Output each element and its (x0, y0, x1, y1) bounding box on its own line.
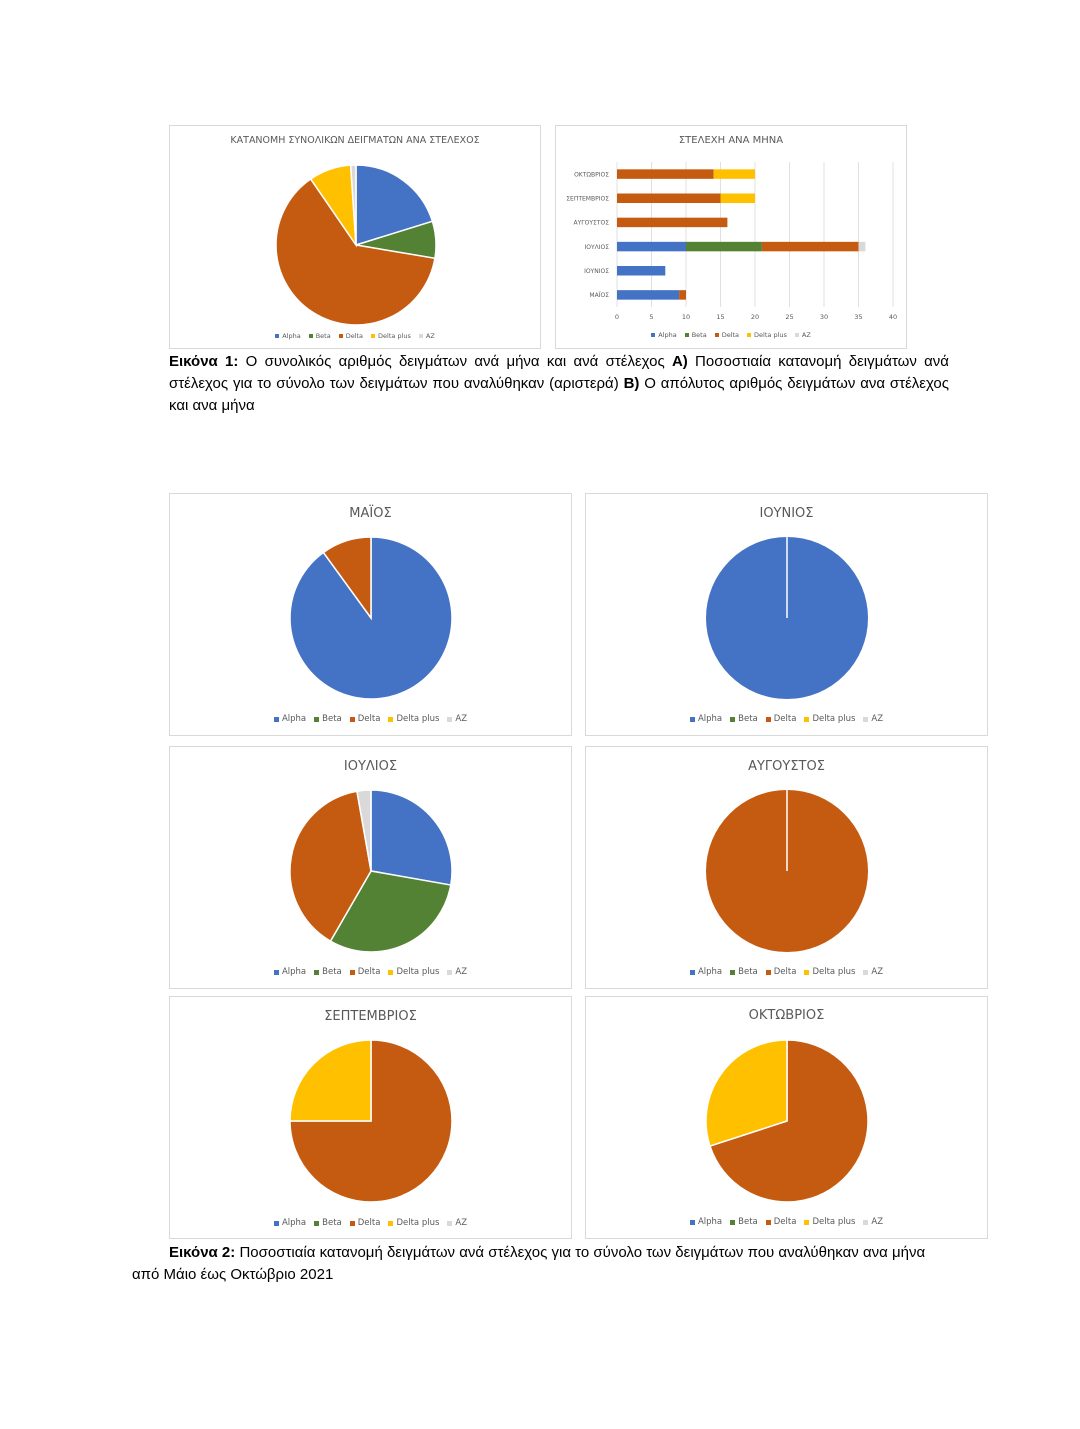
legend-swatch (274, 970, 279, 975)
legend-item-delta (766, 1217, 797, 1227)
chart-title: ΙΟΥΛΙΟΣ (343, 759, 398, 774)
legend-label: Delta plus (812, 967, 856, 977)
legend-item-alpha (274, 714, 306, 724)
pie-slice-delta-plus (290, 1040, 371, 1121)
legend-label: AZ (801, 331, 811, 339)
legend (170, 1218, 571, 1228)
legend-item-beta (730, 967, 758, 977)
chart-total (169, 125, 541, 349)
pie-july (170, 747, 573, 990)
legend-label: AZ (455, 1218, 468, 1228)
legend-item-delta-plus (388, 967, 439, 977)
caption-text: Ποσοστιαία κατανομή δειγμάτων ανά στέλεχος για το σύνολο των δειγμάτων που αναλύθηκαν (αριστερά) (169, 353, 949, 392)
bar-segment-delta (617, 218, 727, 228)
legend-item-delta-plus (388, 714, 439, 724)
legend-label: Alpha (697, 967, 723, 977)
legend-swatch (863, 970, 868, 975)
legend-item-delta (350, 1218, 381, 1228)
figure-1-caption (169, 351, 949, 417)
legend-item-az (863, 714, 883, 724)
caption-label: Εικόνα 2: (169, 1244, 236, 1261)
legend-label: Alpha (281, 714, 307, 724)
legend-swatch (690, 717, 695, 722)
legend-label: Delta (773, 1217, 797, 1227)
legend-label: Delta (357, 1218, 381, 1228)
legend-label: Beta (738, 967, 758, 977)
legend-label: Beta (691, 331, 707, 339)
bar-segment-az (859, 242, 866, 252)
chart-title: ΚΑΤΑΝΟΜΗ ΣΥΝΟΛΙΚΩΝ ΔΕΙΓΜΑΤΩΝ ΑΝΑ ΣΤΕΛΕΧΟΣ (230, 135, 480, 146)
bar-segment-alpha (617, 266, 665, 276)
legend-label: AZ (425, 332, 435, 340)
legend-swatch (863, 717, 868, 722)
legend-item-delta (766, 714, 797, 724)
pie-october (586, 997, 989, 1240)
legend-label: AZ (455, 714, 468, 724)
legend-item-az (863, 1217, 883, 1227)
legend-item-delta-plus (747, 331, 787, 339)
legend-swatch (690, 970, 695, 975)
pie-total (170, 126, 542, 350)
caption-label: Εικόνα 1: (169, 353, 239, 370)
bar-segment-delta (617, 169, 714, 179)
legend-item-delta-plus (371, 332, 411, 340)
x-tick-label: 0 (614, 313, 620, 321)
legend-label: Delta (357, 714, 381, 724)
chart-july (169, 746, 572, 989)
caption-marker-b: Β) (623, 375, 640, 392)
legend-swatch (339, 334, 343, 338)
legend-item-beta (730, 714, 758, 724)
y-category-label: ΙΟΥΛΙΟΣ (584, 243, 609, 251)
legend-item-alpha (275, 332, 300, 340)
legend-label: Beta (322, 967, 342, 977)
legend (170, 714, 571, 724)
legend-swatch (314, 717, 319, 722)
legend-label: Delta (721, 331, 740, 339)
legend-swatch (371, 334, 375, 338)
pie-september (170, 997, 573, 1240)
legend-swatch (747, 333, 751, 337)
legend-label: Delta (357, 967, 381, 977)
legend-swatch (766, 717, 771, 722)
legend-item-az (795, 331, 811, 339)
x-tick-label: 15 (716, 313, 725, 321)
legend-item-delta-plus (804, 967, 855, 977)
pie-slice-alpha (371, 790, 452, 885)
legend-item-az (447, 967, 467, 977)
legend-swatch (804, 970, 809, 975)
legend-swatch (715, 333, 719, 337)
y-category-label: ΟΚΤΩΒΡΙΟΣ (574, 171, 609, 179)
legend-swatch (350, 717, 355, 722)
legend-swatch (350, 970, 355, 975)
legend-swatch (388, 717, 393, 722)
legend-label: Delta plus (396, 967, 440, 977)
legend-label: AZ (455, 967, 468, 977)
bar-segment-alpha (617, 290, 679, 300)
x-tick-label: 5 (649, 313, 654, 321)
legend-swatch (388, 970, 393, 975)
bar-segment-delta (762, 242, 859, 252)
legend-swatch (795, 333, 799, 337)
legend-label: Beta (315, 332, 331, 340)
legend-swatch (314, 1221, 319, 1226)
legend-label: Delta plus (812, 1217, 856, 1227)
legend-item-delta-plus (804, 1217, 855, 1227)
legend-label: Delta plus (754, 331, 787, 339)
chart-title: ΣΕΠΤΕΜΒΡΙΟΣ (324, 1009, 417, 1024)
legend-label: Delta (773, 967, 797, 977)
legend-item-beta (314, 1218, 342, 1228)
legend-swatch (314, 970, 319, 975)
legend-swatch (274, 717, 279, 722)
x-tick-label: 20 (750, 313, 760, 321)
caption-text: Ποσοστιαία κατανομή δειγμάτων ανά στέλεχος για το σύνολο των δειγμάτων που αναλύθηκαν ανα μήνα από Μάιο έως Οκτώβριο 2021 (132, 1244, 926, 1283)
bar-segment-delta-plus (714, 169, 755, 179)
legend-item-delta (350, 967, 381, 977)
x-tick-label: 35 (854, 313, 863, 321)
legend-item-az (863, 967, 883, 977)
chart-title: ΟΚΤΩΒΡΙΟΣ (748, 1008, 825, 1023)
legend-label: Alpha (697, 714, 723, 724)
legend-swatch (730, 1220, 735, 1225)
legend (170, 967, 571, 977)
x-tick-label: 40 (888, 313, 898, 321)
legend-item-delta-plus (804, 714, 855, 724)
legend-label: Alpha (658, 331, 677, 339)
legend-label: Alpha (281, 967, 307, 977)
legend-item-beta (730, 1217, 758, 1227)
legend (556, 331, 906, 339)
chart-october (585, 996, 988, 1239)
legend-label: Beta (738, 1217, 758, 1227)
legend-item-alpha (690, 967, 722, 977)
legend-item-delta (766, 967, 797, 977)
legend-item-alpha (274, 967, 306, 977)
legend-item-alpha (690, 714, 722, 724)
legend-label: Delta plus (378, 332, 411, 340)
legend-swatch (730, 970, 735, 975)
bar-segment-beta (686, 242, 762, 252)
legend-item-delta-plus (388, 1218, 439, 1228)
legend-item-alpha (651, 331, 676, 339)
legend-item-delta (339, 332, 363, 340)
y-category-label: ΙΟΥΝΙΟΣ (584, 268, 609, 276)
legend-swatch (766, 970, 771, 975)
legend-item-beta (314, 714, 342, 724)
legend-label: Alpha (282, 332, 301, 340)
legend-label: AZ (871, 1217, 884, 1227)
legend-item-alpha (690, 1217, 722, 1227)
caption-text: Ο συνολικός αριθμός δειγμάτων ανά μήνα και ανά στέλεχος (238, 353, 672, 370)
legend-label: Delta plus (396, 714, 440, 724)
legend (586, 714, 987, 724)
legend-label: Delta plus (812, 714, 856, 724)
legend-swatch (685, 333, 689, 337)
legend-swatch (275, 334, 279, 338)
legend-label: AZ (871, 714, 884, 724)
legend-item-delta (350, 714, 381, 724)
legend-swatch (804, 1220, 809, 1225)
legend (170, 332, 540, 340)
legend-swatch (447, 717, 452, 722)
chart-may (169, 493, 572, 736)
legend-item-beta (314, 967, 342, 977)
legend-label: Delta plus (396, 1218, 440, 1228)
bar-segment-alpha (617, 242, 686, 252)
legend-item-az (419, 332, 435, 340)
legend-swatch (388, 1221, 393, 1226)
legend-item-az (447, 1218, 467, 1228)
x-tick-label: 30 (819, 313, 829, 321)
legend-swatch (766, 1220, 771, 1225)
pie-may (170, 494, 573, 737)
pie-june (586, 494, 989, 737)
bar-segment-delta (617, 194, 721, 204)
legend-swatch (804, 717, 809, 722)
bar-segment-delta (679, 290, 686, 300)
legend-label: Alpha (697, 1217, 723, 1227)
chart-by-month (555, 125, 907, 349)
legend-swatch (447, 1221, 452, 1226)
chart-title: ΜΑΪΟΣ (349, 506, 392, 521)
chart-title: ΙΟΥΝΙΟΣ (759, 506, 814, 521)
legend-label: Alpha (281, 1218, 307, 1228)
figure-2-caption (132, 1242, 950, 1286)
chart-title: ΣΤΕΛΕΧΗ ΑΝΑ ΜΗΝΑ (678, 135, 784, 146)
x-tick-label: 25 (785, 313, 794, 321)
legend-item-beta (685, 331, 707, 339)
legend-swatch (309, 334, 313, 338)
legend-label: Beta (322, 1218, 342, 1228)
legend-item-az (447, 714, 467, 724)
y-category-label: ΜΑΪΟΣ (589, 292, 609, 300)
x-tick-label: 10 (681, 313, 691, 321)
y-category-label: ΑΥΓΟΥΣΤΟΣ (573, 219, 609, 227)
caption-marker-a: Α) (671, 353, 688, 370)
chart-title: ΑΥΓΟΥΣΤΟΣ (748, 759, 825, 774)
caption-text: Ο απόλυτος αριθμός δειγμάτων ανα στέλεχος και ανα μήνα (169, 375, 949, 414)
legend-item-delta (715, 331, 739, 339)
legend-swatch (690, 1220, 695, 1225)
legend-swatch (447, 970, 452, 975)
legend-swatch (730, 717, 735, 722)
legend-label: AZ (871, 967, 884, 977)
chart-august (585, 746, 988, 989)
legend-swatch (274, 1221, 279, 1226)
legend (586, 967, 987, 977)
legend-label: Beta (738, 714, 758, 724)
legend-swatch (651, 333, 655, 337)
legend-item-beta (309, 332, 331, 340)
chart-september (169, 996, 572, 1239)
legend-item-alpha (274, 1218, 306, 1228)
legend-swatch (419, 334, 423, 338)
legend-label: Delta (345, 332, 364, 340)
pie-august (586, 747, 989, 990)
bar-segment-delta-plus (721, 194, 756, 204)
legend (586, 1217, 987, 1227)
legend-label: Beta (322, 714, 342, 724)
y-category-label: ΣΕΠΤΕΜΒΡΙΟΣ (566, 195, 609, 203)
legend-swatch (350, 1221, 355, 1226)
legend-swatch (863, 1220, 868, 1225)
chart-june (585, 493, 988, 736)
legend-label: Delta (773, 714, 797, 724)
bar-chart (556, 126, 908, 350)
